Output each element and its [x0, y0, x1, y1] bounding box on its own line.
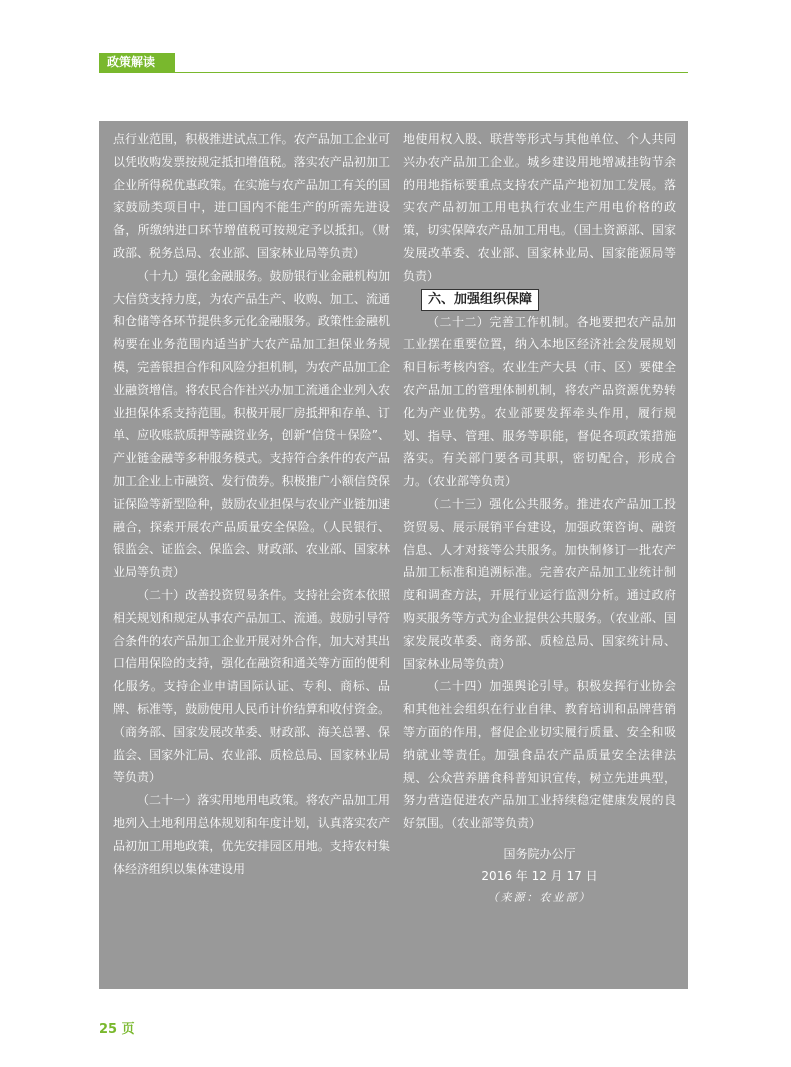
section-tag: 政策解读: [99, 53, 175, 72]
paragraph: （二十二）完善工作机制。各地要把农产品加工业摆在重要位置，纳入本地区经济社会发展规划和目标考核内容。农业生产大县（市、区）要健全农产品加工的管理体制机制，将农产品资源优势转化为产业优势。农业部要发挥牵头作用，履行规划、指导、管理、服务等职能，督促各项政策措施落实。有关部门要各司其职，密切配合，形成合力。（农业部等负责）: [403, 314, 676, 489]
signature-block: [403, 843, 676, 909]
page-number: 25 页: [99, 1022, 135, 1037]
paragraph: （二十四）加强舆论引导。积极发挥行业协会和其他社会组织在行业自律、教育培训和品牌营销等方面的作用，督促企业切实履行质量、安全和吸纳就业等责任。加强食品农产品质量安全法律法规、公众营养膳食科普知识宣传，树立先进典型，努力营造促进农产品加工业持续稳定健康发展的良好氛围。（农业部等负责）: [403, 679, 676, 831]
paragraph: 点行业范围，积极推进试点工作。农产品加工企业可以凭收购发票按规定抵扣增值税。落实农产品初加工企业所得税优惠政策。在实施与农产品加工有关的国家鼓励类项目中，进口国内不能生产的所需先进设备，所缴纳进口环节增值税可按规定予以抵扣。（财政部、税务总局、农业部、国家林业局等负责）: [113, 132, 390, 260]
left-column: [113, 128, 390, 880]
paragraph: （二十三）强化公共服务。推进农产品加工投资贸易、展示展销平台建设，加强政策咨询、融资信息、人才对接等公共服务。加快制修订一批农产品加工标准和追溯标准。完善农产品加工业统计制度和调查方法，开展行业运行监测分析。通过政府购买服务等方式为企业提供公共服务。（农业部、国家发展改革委、商务部、质检总局、国家统计局、国家林业局等负责）: [403, 496, 676, 671]
issuer: 国务院办公厅: [503, 846, 576, 861]
issue-date: 2016 年 12 月 17 日: [481, 868, 598, 883]
paragraph: 地使用权入股、联营等形式与其他单位、个人共同兴办农产品加工企业。城乡建设用地增减挂钩节余的用地指标要重点支持农产品产地初加工发展。落实农产品初加工用电执行农业生产用电价格的政策，切实保障农产品加工用电。（国土资源部、国家发展改革委、农业部、国家林业局、国家能源局等负责）: [403, 132, 676, 283]
paragraph: （二十）改善投资贸易条件。支持社会资本依照相关规划和规定从事农产品加工、流通。鼓励引导符合条件的农产品加工企业开展对外合作，加大对其出口信用保险的支持，强化在融资和通关等方面的便利化服务。支持企业申请国际认证、专利、商标、品牌、标准等，鼓励使用人民币计价结算和收付资金。（商务部、国家发展改革委、财政部、海关总署、保监会、国家外汇局、农业部、质检总局、国家林业局等负责）: [113, 587, 390, 785]
paragraph: （二十一）落实用地用电政策。将农产品加工用地列入土地利用总体规划和年度计划，认真落实农产品初加工用地政策，优先安排园区用地。支持农村集体经济组织以集体建设用: [113, 793, 390, 876]
section-heading: 六、加强组织保障: [421, 289, 539, 311]
header-rule: [99, 72, 688, 73]
source-note: （来源：农业部）: [487, 890, 592, 904]
paragraph: （十九）强化金融服务。鼓励银行业金融机构加大信贷支持力度，为农产品生产、收购、加工、流通和仓储等各环节提供多元化金融服务。政策性金融机构要在业务范围内适当扩大农产品加工担保业务规模，完善银担合作和风险分担机制，为农产品加工企业融资增信。将农民合作社兴办加工流通企业列入农业担保体系支持范围。积极开展厂房抵押和存单、订单、应收账款质押等融资业务，创新“信贷＋保险”、产业链金融等多种服务模式。支持符合条件的农产品加工企业上市融资、发行债券。积极推广小额信贷保证保险等新型险种，鼓励农业担保与农业产业链加速融合，探索开展农产品质量安全保险。（人民银行、银监会、证监会、保监会、财政部、农业部、国家林业局等负责）: [113, 268, 390, 580]
right-column: [403, 128, 676, 909]
